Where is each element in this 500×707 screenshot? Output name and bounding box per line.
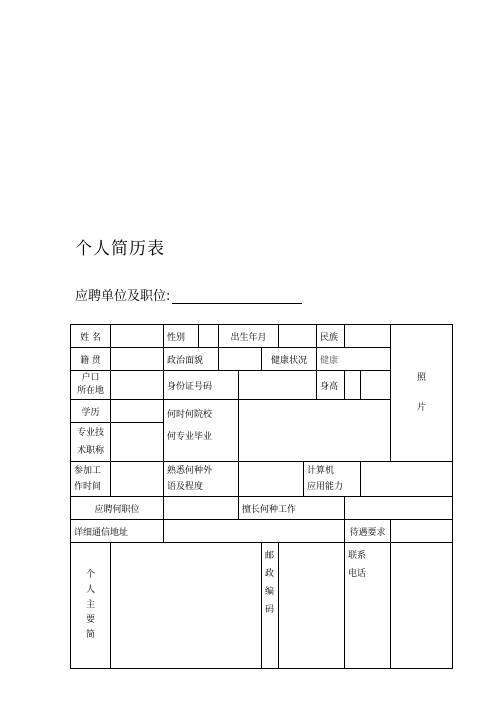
computer-line-1: 计算机 bbox=[307, 466, 335, 476]
row-position bbox=[71, 497, 453, 520]
school-label bbox=[164, 400, 239, 462]
salary-label: 待遇要求 bbox=[345, 520, 391, 543]
work-value[interactable] bbox=[111, 462, 164, 497]
title-line-2: 术职称 bbox=[76, 446, 104, 456]
position-label: 应聘何职位 bbox=[71, 497, 164, 520]
hukou-label bbox=[71, 371, 111, 400]
resume-label bbox=[71, 543, 111, 669]
resume-char-3: 主 bbox=[85, 600, 95, 610]
id-number-value[interactable] bbox=[239, 371, 317, 400]
birth-label: 出生年月 bbox=[219, 325, 279, 348]
language-label bbox=[164, 462, 239, 497]
resume-char-2: 人 bbox=[85, 585, 95, 595]
zip-line-2: 编码 bbox=[265, 587, 275, 615]
resume-form-table bbox=[70, 324, 453, 669]
work-label bbox=[71, 462, 111, 497]
school-value[interactable] bbox=[239, 400, 391, 462]
title-label bbox=[71, 423, 111, 462]
zip-line-1: 邮政 bbox=[265, 551, 275, 579]
zip-label bbox=[262, 543, 279, 669]
page-title: 个人简历表 bbox=[75, 239, 165, 259]
phone-line-1: 联系 bbox=[348, 551, 367, 561]
photo-char-1: 照 bbox=[417, 373, 427, 383]
gender-value[interactable] bbox=[199, 325, 219, 348]
politics-value[interactable] bbox=[219, 348, 262, 371]
hukou-line-1: 户口 bbox=[81, 373, 100, 383]
hukou-value[interactable] bbox=[111, 371, 164, 400]
apply-position-line[interactable] bbox=[172, 290, 302, 304]
title-value[interactable] bbox=[111, 423, 164, 462]
computer-line-2: 应用能力 bbox=[307, 482, 344, 492]
zip-value[interactable] bbox=[279, 543, 345, 669]
school-line-2: 何专业毕业 bbox=[167, 432, 213, 442]
row-name bbox=[71, 325, 453, 348]
health-value[interactable]: 健康 bbox=[317, 348, 391, 371]
ethnicity-value[interactable] bbox=[345, 325, 391, 348]
specialty-label: 擅长何种工作 bbox=[239, 497, 345, 520]
row-resume bbox=[71, 543, 453, 669]
gender-label: 性别 bbox=[164, 325, 199, 348]
apply-position-field bbox=[75, 285, 302, 304]
photo-box[interactable] bbox=[391, 325, 453, 462]
health-label: 健康状况 bbox=[262, 348, 317, 371]
language-line-2: 语及程度 bbox=[167, 482, 204, 492]
language-line-1: 熟悉何种外 bbox=[167, 466, 213, 476]
row-address bbox=[71, 520, 453, 543]
school-line-1: 何时何院校 bbox=[167, 410, 213, 420]
resume-char-5: 简 bbox=[85, 630, 95, 640]
apply-position-label: 应聘单位及职位: bbox=[75, 289, 171, 304]
photo-char-2: 片 bbox=[417, 403, 427, 413]
salary-value[interactable] bbox=[391, 520, 453, 543]
resume-char-4: 要 bbox=[85, 615, 95, 625]
work-line-2: 作时间 bbox=[74, 482, 102, 492]
position-value[interactable] bbox=[164, 497, 239, 520]
height-value[interactable] bbox=[345, 371, 361, 400]
address-value[interactable] bbox=[164, 520, 345, 543]
name-value[interactable] bbox=[111, 325, 164, 348]
education-label: 学历 bbox=[71, 400, 111, 423]
language-value[interactable] bbox=[239, 462, 304, 497]
resume-value[interactable] bbox=[111, 543, 262, 669]
specialty-value[interactable] bbox=[345, 497, 453, 520]
politics-label: 政治面貌 bbox=[164, 348, 219, 371]
title-line-1: 专业技 bbox=[76, 428, 104, 438]
resume-char-1: 个 bbox=[85, 570, 95, 580]
education-value[interactable] bbox=[111, 400, 164, 423]
native-label: 籍 贯 bbox=[71, 348, 111, 371]
row-work bbox=[71, 462, 453, 497]
height-label: 身高 bbox=[317, 371, 345, 400]
hukou-line-2: 所在地 bbox=[76, 386, 104, 396]
address-label: 详细通信地址 bbox=[71, 520, 164, 543]
computer-label bbox=[304, 462, 361, 497]
row3-blank bbox=[361, 371, 391, 400]
work-line-1: 参加工 bbox=[74, 466, 102, 476]
name-label: 姓 名 bbox=[71, 325, 111, 348]
phone-value[interactable] bbox=[391, 543, 453, 669]
ethnicity-label: 民族 bbox=[317, 325, 345, 348]
phone-label bbox=[345, 543, 391, 669]
id-number-label: 身份证号码 bbox=[164, 371, 239, 400]
birth-value[interactable] bbox=[279, 325, 317, 348]
phone-line-2: 电话 bbox=[348, 569, 367, 579]
computer-value[interactable] bbox=[361, 462, 453, 497]
native-value[interactable] bbox=[111, 348, 164, 371]
